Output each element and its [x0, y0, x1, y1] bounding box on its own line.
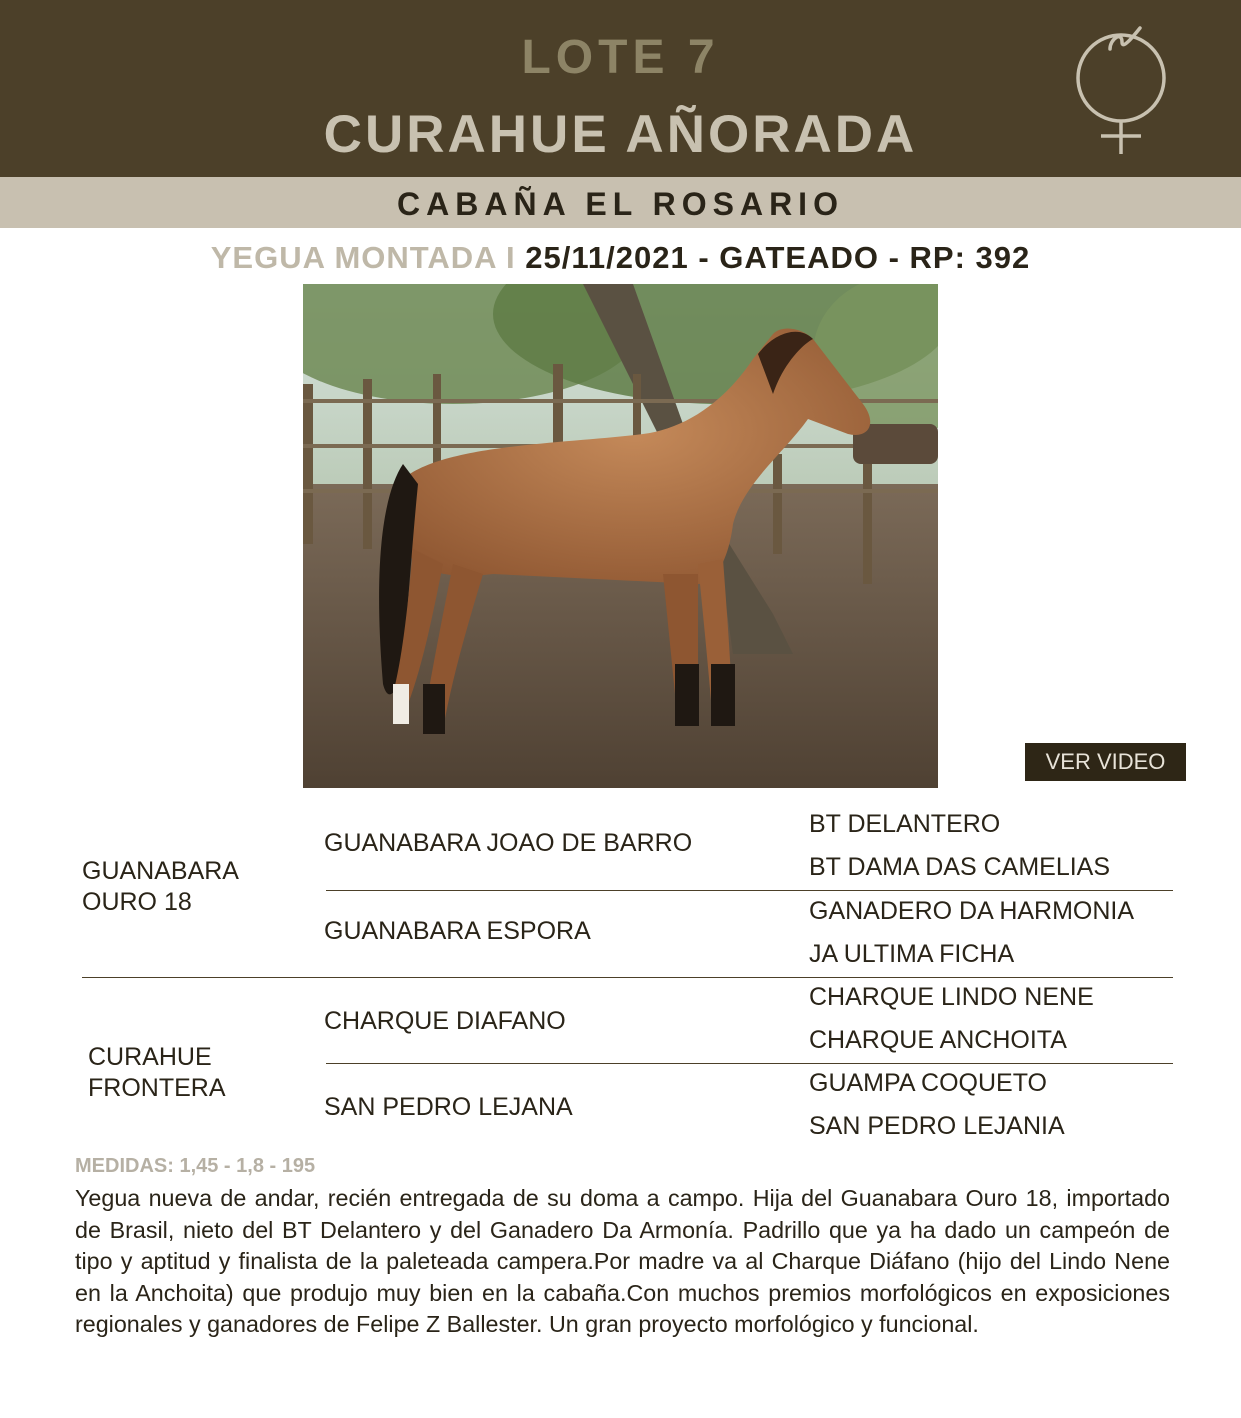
female-symbol-icon	[1070, 22, 1174, 156]
category-label: YEGUA MONTADA I	[210, 240, 516, 275]
breeder-name: CABAÑA EL ROSARIO	[397, 186, 844, 222]
ancestor-1: BT DELANTERO	[809, 810, 1001, 838]
maternal-granddam: SAN PEDRO LEJANA	[324, 1093, 573, 1121]
horse-photo	[303, 284, 938, 788]
dam-name-line1: CURAHUE	[88, 1043, 212, 1071]
ancestor-4: JA ULTIMA FICHA	[809, 940, 1015, 968]
sire-name-line1: GUANABARA	[82, 857, 239, 885]
ancestor-8: SAN PEDRO LEJANIA	[809, 1112, 1065, 1140]
pedigree-divider	[326, 1063, 1173, 1064]
paternal-granddam: GUANABARA ESPORA	[324, 917, 591, 945]
pedigree-divider	[326, 890, 1173, 891]
pedigree-divider	[82, 977, 1173, 978]
paternal-grandsire: GUANABARA JOAO DE BARRO	[324, 829, 693, 857]
ancestor-3: GANADERO DA HARMONIA	[809, 897, 1135, 925]
horse-name: CURAHUE AÑORADA	[323, 105, 918, 164]
measures: MEDIDAS: 1,45 - 1,8 - 195	[75, 1155, 316, 1177]
ancestor-2: BT DAMA DAS CAMELIAS	[809, 853, 1111, 881]
lot-label: LOTE 7	[521, 31, 720, 84]
ancestor-5: CHARQUE LINDO NENE	[809, 983, 1094, 1011]
sire-name-line2: OURO 18	[82, 888, 192, 916]
ancestor-6: CHARQUE ANCHOITA	[809, 1026, 1067, 1054]
dam-name-line2: FRONTERA	[88, 1074, 226, 1102]
ver-video-button[interactable]: VER VIDEO	[1025, 743, 1186, 781]
maternal-grandsire: CHARQUE DIAFANO	[324, 1007, 566, 1035]
ancestor-7: GUAMPA COQUETO	[809, 1069, 1048, 1097]
birth-color-rp: 25/11/2021 - GATEADO - RP: 392	[525, 240, 1031, 275]
description: Yegua nueva de andar, recién entregada de su doma a campo. Hija del Guanabara Ouro 18, importado de Brasil, nieto del BT Delantero y del Ganadero Da Armonía. Padrillo que ya ha dado un campeón de tipo y aptitud y finalista de la paleteada campera.Por madre va al Charque Diáfano (hijo del Lindo Nene en la Anchoita) que produjo muy bien en la cabaña.Con muchos premios morfológicos en exposiciones regionales y ganadores de Felipe Z Ballester. Un gran proyecto morfológico y funcional.	[75, 1185, 1170, 1337]
details-line	[0, 240, 1241, 276]
